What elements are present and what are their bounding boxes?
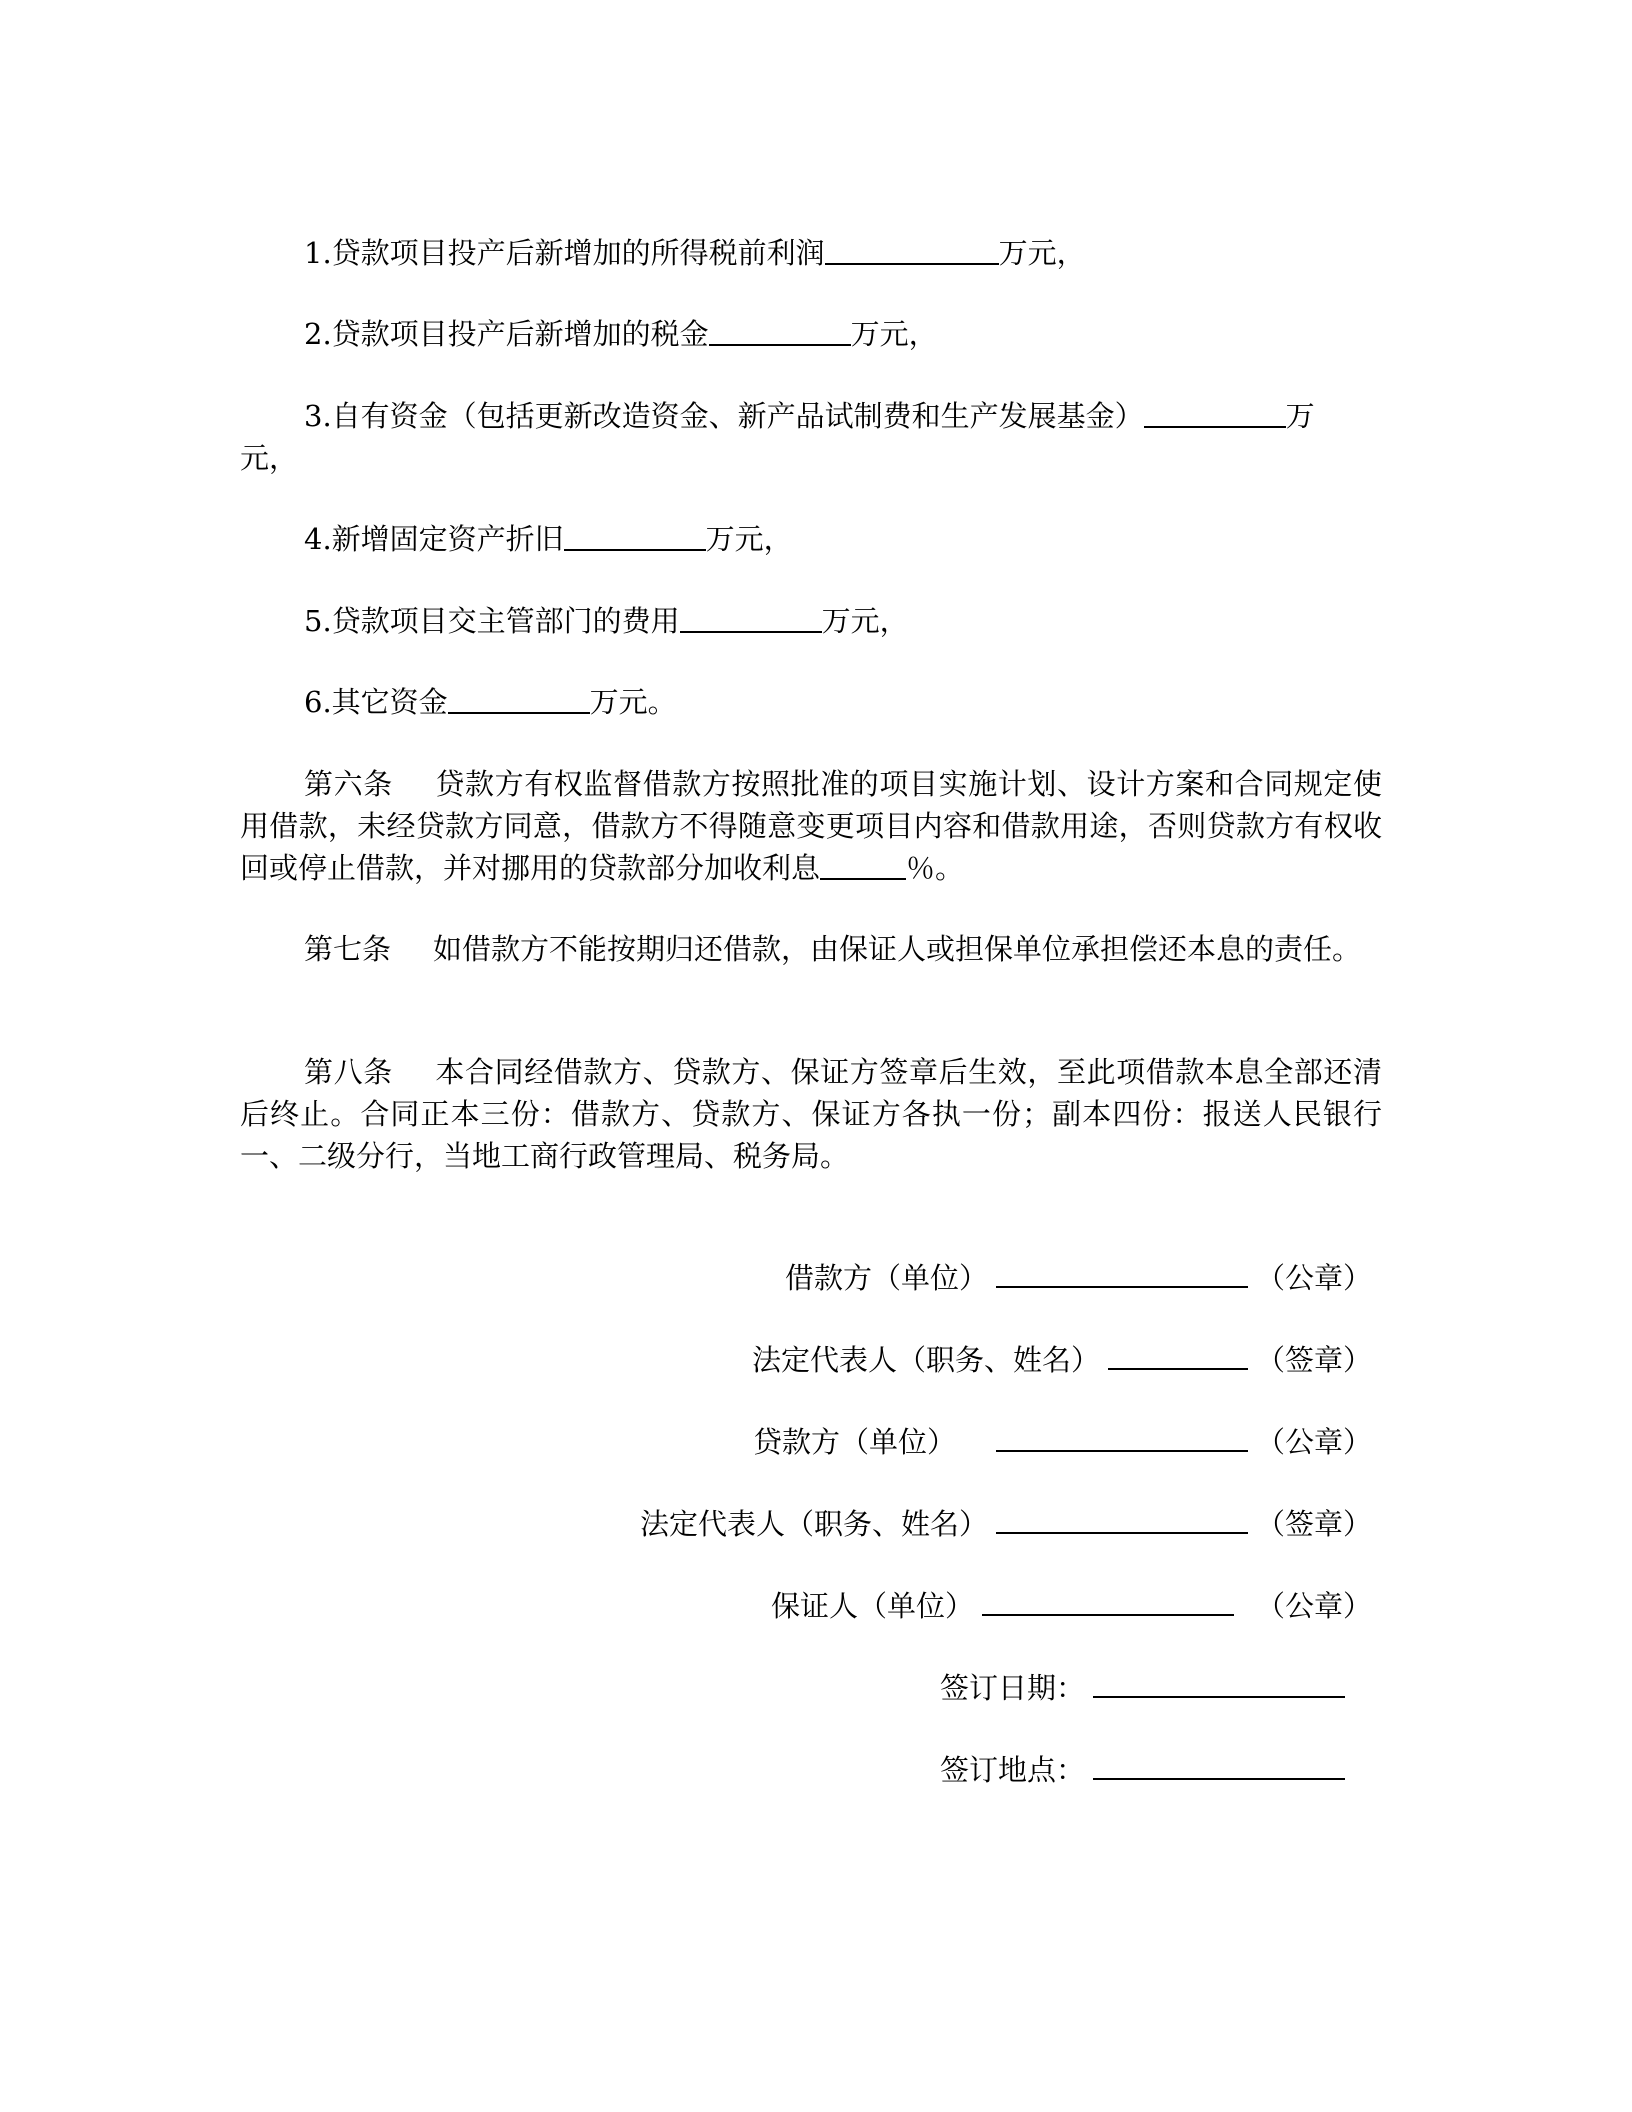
item-6 xyxy=(304,681,1444,723)
signature-blank xyxy=(1108,1338,1248,1370)
item-2 xyxy=(304,313,1444,355)
blank-line xyxy=(448,682,590,714)
blank-line xyxy=(564,519,706,551)
signature-label: 保证人（单位） xyxy=(770,1589,974,1623)
item-label: 5.贷款项目交主管部门的费用 xyxy=(304,604,680,638)
item-label: 2.贷款项目投产后新增加的税金 xyxy=(304,317,709,351)
signature-guarantor xyxy=(771,1584,1372,1627)
signing-date-label: 签订日期： xyxy=(940,1671,1086,1705)
article-6 xyxy=(240,763,1382,889)
signature-blank xyxy=(996,1420,1248,1452)
signature-label: 法定代表人（职务、姓名） xyxy=(639,1507,988,1541)
item-3 xyxy=(304,395,1444,437)
signature-label: 法定代表人（职务、姓名） xyxy=(751,1343,1100,1377)
article-tail: ％。 xyxy=(906,851,965,885)
item-label: 3.自有资金（包括更新改造资金、新产品试制费和生产发展基金） xyxy=(304,399,1144,433)
article-title: 第八条 xyxy=(304,1055,393,1089)
item-unit: 万元， xyxy=(850,317,938,351)
signing-place xyxy=(940,1748,1353,1791)
signature-lender xyxy=(753,1420,1372,1463)
item-unit: 万元， xyxy=(705,522,793,556)
article-title: 第七条 xyxy=(304,932,392,966)
signature-note: （签章） xyxy=(1255,1343,1372,1377)
signing-date xyxy=(940,1666,1353,1709)
item-label: 1.贷款项目投产后新增加的所得税前利润 xyxy=(304,236,825,270)
blank-line xyxy=(825,233,999,265)
signature-borrower xyxy=(785,1256,1372,1299)
blank-line xyxy=(680,601,822,633)
signature-blank xyxy=(982,1584,1234,1616)
blank-line xyxy=(709,314,851,346)
item-3-continuation xyxy=(240,437,1380,479)
item-4 xyxy=(304,518,1444,560)
article-text: 本合同经借款方、贷款方、保证方签章后生效，至此项借款本息全部还清后终止。合同正本三份：借款方、贷款方、保证方各执一份；副本四份：报送人民银行一、二级分行，当地工商行政管理局、税务局。 xyxy=(240,1055,1382,1173)
item-1 xyxy=(304,232,1444,274)
item-5 xyxy=(304,600,1444,642)
article-8 xyxy=(240,1051,1382,1177)
item-unit: 万元， xyxy=(821,604,909,638)
item-unit: 万 xyxy=(1285,399,1315,433)
article-7 xyxy=(240,928,1382,970)
signature-borrower-representative xyxy=(752,1338,1372,1381)
signing-date-blank xyxy=(1093,1666,1345,1698)
signing-place-blank xyxy=(1093,1748,1345,1780)
article-title: 第六条 xyxy=(304,767,393,801)
signature-blank xyxy=(996,1502,1248,1534)
blank-line xyxy=(1144,396,1286,428)
item-label: 4.新增固定资产折旧 xyxy=(304,522,564,556)
item-unit: 万元， xyxy=(998,236,1086,270)
blank-line xyxy=(820,848,906,880)
item-label: 6.其它资金 xyxy=(304,685,448,719)
article-text: 如借款方不能按期归还借款，由保证人或担保单位承担偿还本息的责任。 xyxy=(433,932,1362,966)
signature-note: （公章） xyxy=(1255,1425,1372,1459)
article-text: 贷款方有权监督借款方按照批准的项目实施计划、设计方案和合同规定使用借款，未经贷款方同意，借款方不得随意变更项目内容和借款用途，否则贷款方有权收回或停止借款，并对挪用的贷款部分加收利息 xyxy=(240,767,1382,885)
signature-note: （签章） xyxy=(1255,1507,1372,1541)
signing-place-label: 签订地点： xyxy=(940,1753,1086,1787)
item-unit-continuation: 元， xyxy=(240,441,299,475)
signature-label: 借款方（单位） xyxy=(784,1261,988,1295)
item-unit: 万元。 xyxy=(589,685,677,719)
signature-lender-representative xyxy=(640,1502,1372,1545)
signature-blank xyxy=(996,1256,1248,1288)
signature-note: （公章） xyxy=(1255,1589,1372,1623)
signature-note: （公章） xyxy=(1255,1261,1372,1295)
signature-label: 贷款方（单位） xyxy=(752,1425,956,1459)
